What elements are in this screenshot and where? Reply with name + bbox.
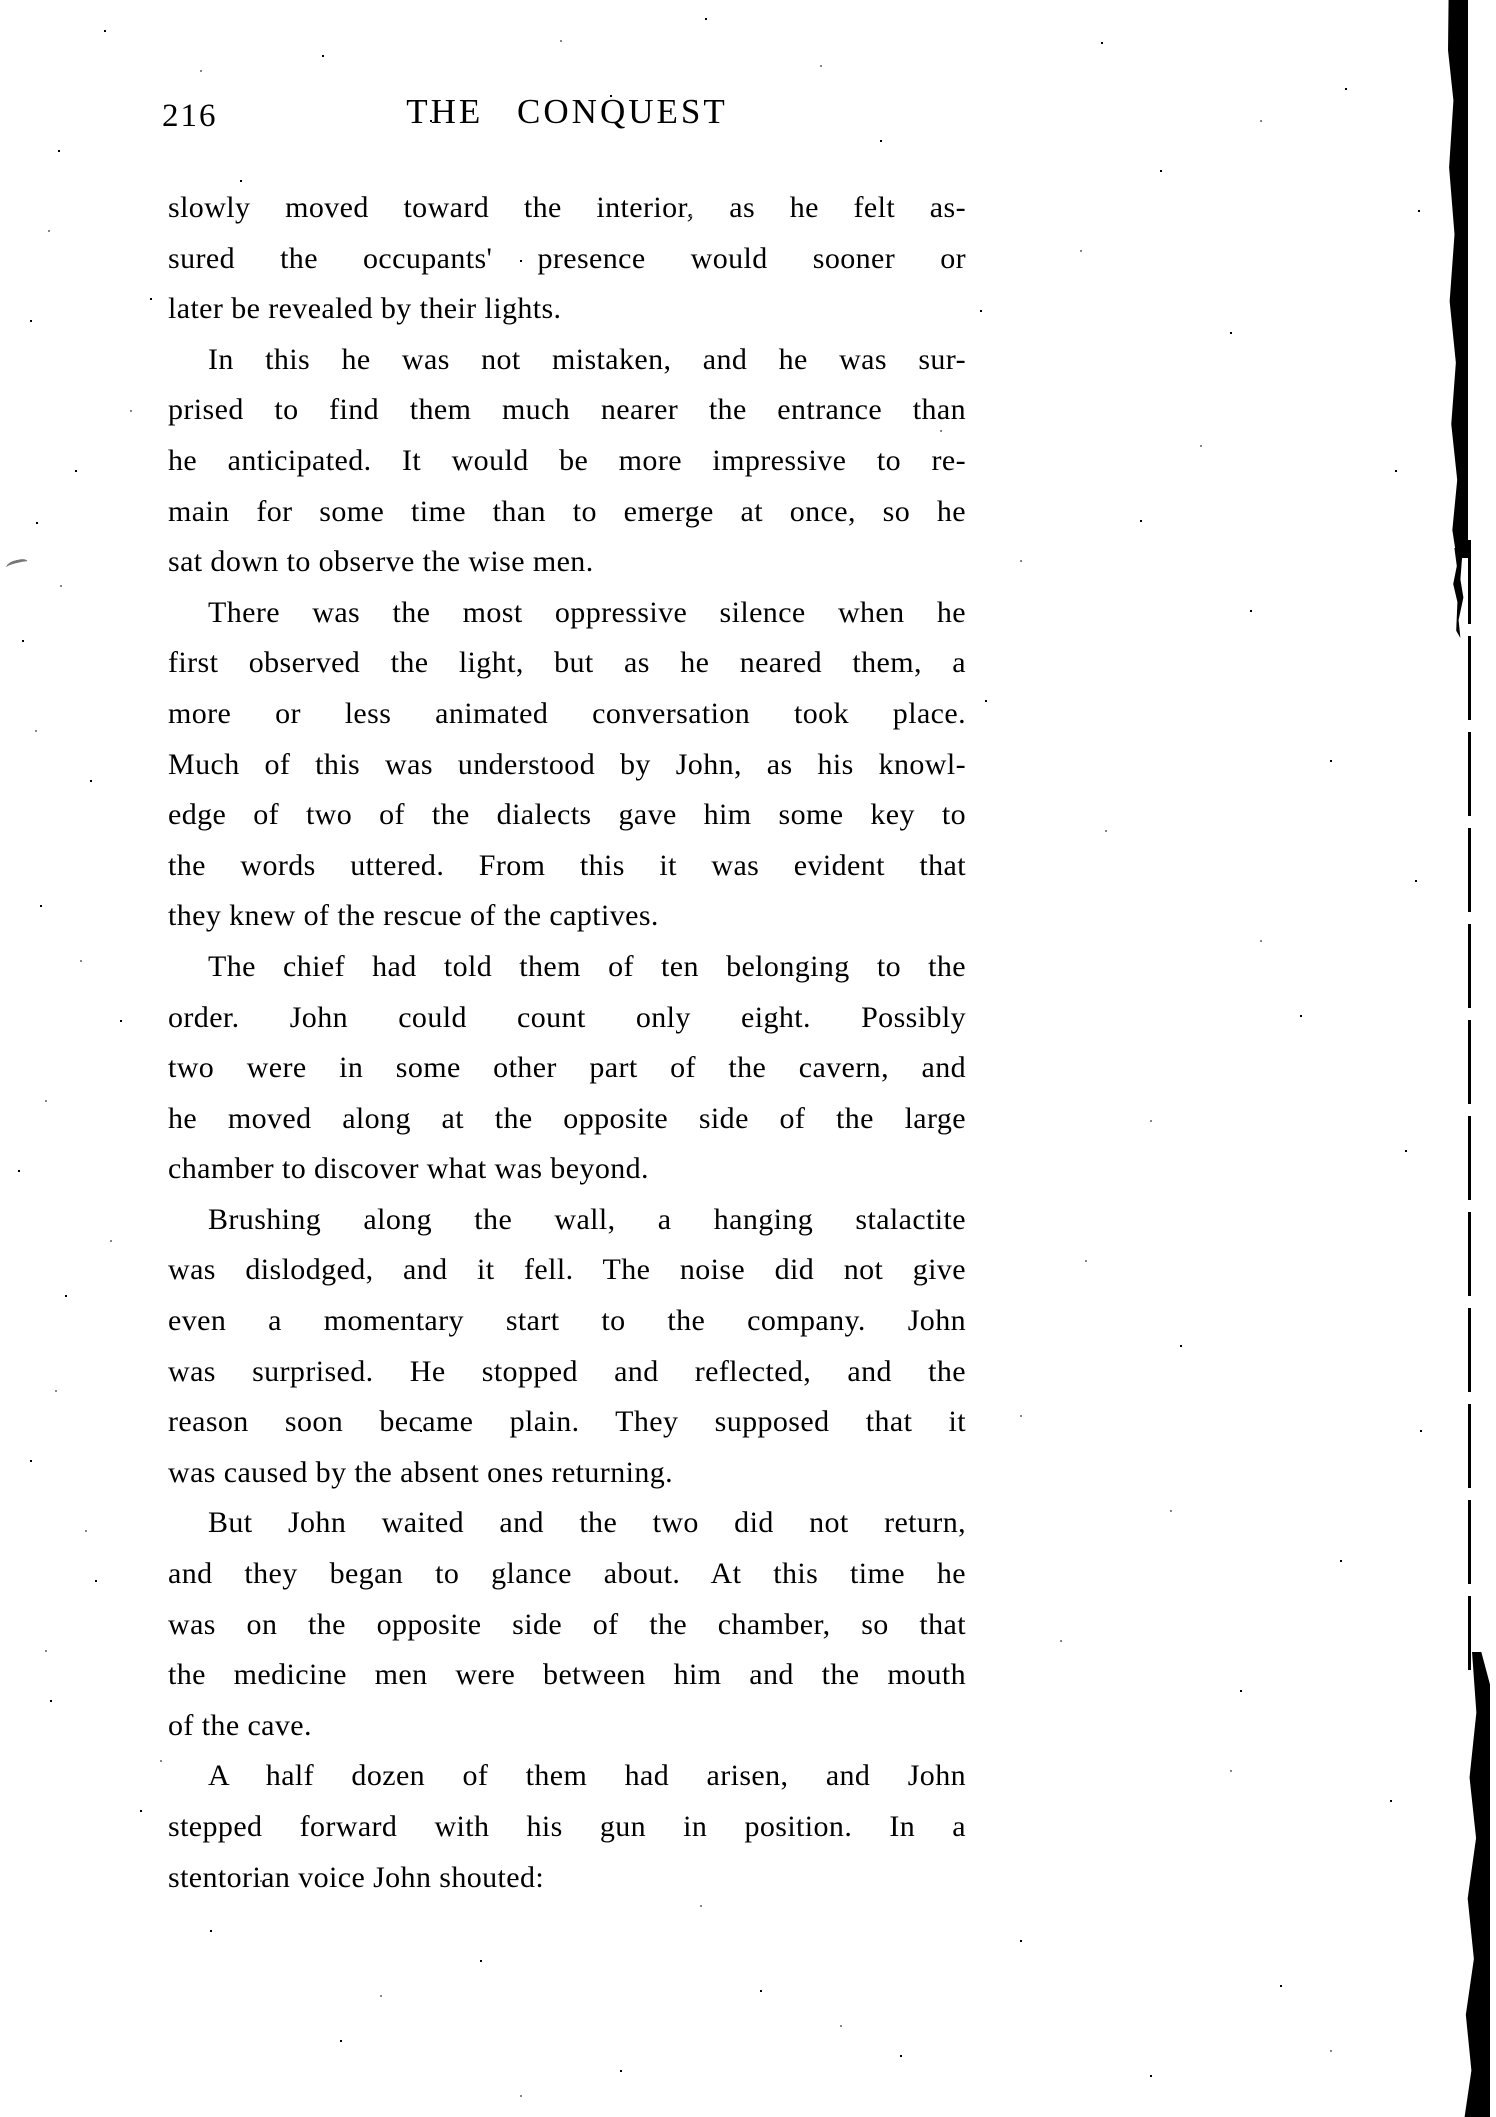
scan-speckles-light (0, 0, 2, 2)
text-line: stepped forward with his gun in position. In a (168, 1810, 966, 1843)
text-line: In this he was not mistaken, and he was sur- (208, 342, 966, 376)
text-line: he moved along at the opposite side of the large (168, 1101, 966, 1135)
text-line: sured the occupants' presence would sooner or (168, 241, 966, 275)
scan-edge-artifact-top (1441, 0, 1468, 558)
text-line: reason soon became plain. They supposed that it (168, 1405, 966, 1439)
page-text (168, 183, 966, 1903)
text-line: slowly moved toward the interior, as he felt as- (168, 191, 966, 224)
text-line: was caused by the absent ones returning. (168, 1455, 674, 1489)
text-line: A half dozen of them had arisen, and John (208, 1759, 966, 1793)
scan-edge-artifact-bottom (1459, 1652, 1490, 2117)
text-line: was on the opposite side of the chamber, so that (168, 1607, 966, 1641)
running-title: THE CONQUEST (406, 92, 728, 131)
text-line: edge of two of the dialects gave him some key to (168, 798, 966, 832)
text-line: was surprised. He stopped and reflected, and the (168, 1354, 966, 1388)
text-line: more or less animated conversation took place. (168, 696, 966, 730)
scan-edge-artifact-fade (1452, 548, 1464, 638)
text-line: main for some time than to emerge at once, so he (168, 494, 966, 528)
scan-smudge (5, 558, 29, 572)
text-line: two were in some other part of the cavern, and (168, 1051, 966, 1085)
text-line: later be revealed by their lights. (168, 292, 562, 326)
text-line: The chief had told them of ten belonging to the (208, 949, 966, 983)
text-line: chamber to discover what was beyond. (168, 1152, 649, 1186)
page-number: 216 (162, 98, 218, 134)
text-line: was dislodged, and it fell. The noise did not give (168, 1253, 966, 1287)
text-line: of the cave. (168, 1708, 312, 1742)
text-line: stentorian voice John shouted: (168, 1860, 545, 1894)
text-line: and they began to glance about. At this time he (168, 1557, 966, 1591)
text-line: first observed the light, but as he neared them, a (168, 646, 966, 680)
text-line: Much of this was understood by John, as his knowl- (168, 747, 966, 781)
text-line: they knew of the rescue of the captives. (168, 899, 659, 933)
text-line: sat down to observe the wise men. (168, 545, 594, 579)
text-line: Brushing along the wall, a hanging stalactite (208, 1202, 966, 1236)
text-line: prised to find them much nearer the entrance than (168, 393, 966, 427)
text-line: the medicine men were between him and the mouth (168, 1658, 966, 1692)
text-line: the words uttered. From this it was evident that (168, 848, 966, 882)
text-line: There was the most oppressive silence when he (208, 595, 966, 629)
scan-edge-line (1468, 540, 1471, 1670)
text-line: But John waited and the two did not return, (208, 1506, 966, 1540)
page-header (162, 92, 966, 144)
text-line: he anticipated. It would be more impressive to re- (168, 443, 966, 477)
text-line: even a momentary start to the company. John (168, 1304, 966, 1338)
text-line: order. John could count only eight. Possibly (168, 1000, 966, 1034)
